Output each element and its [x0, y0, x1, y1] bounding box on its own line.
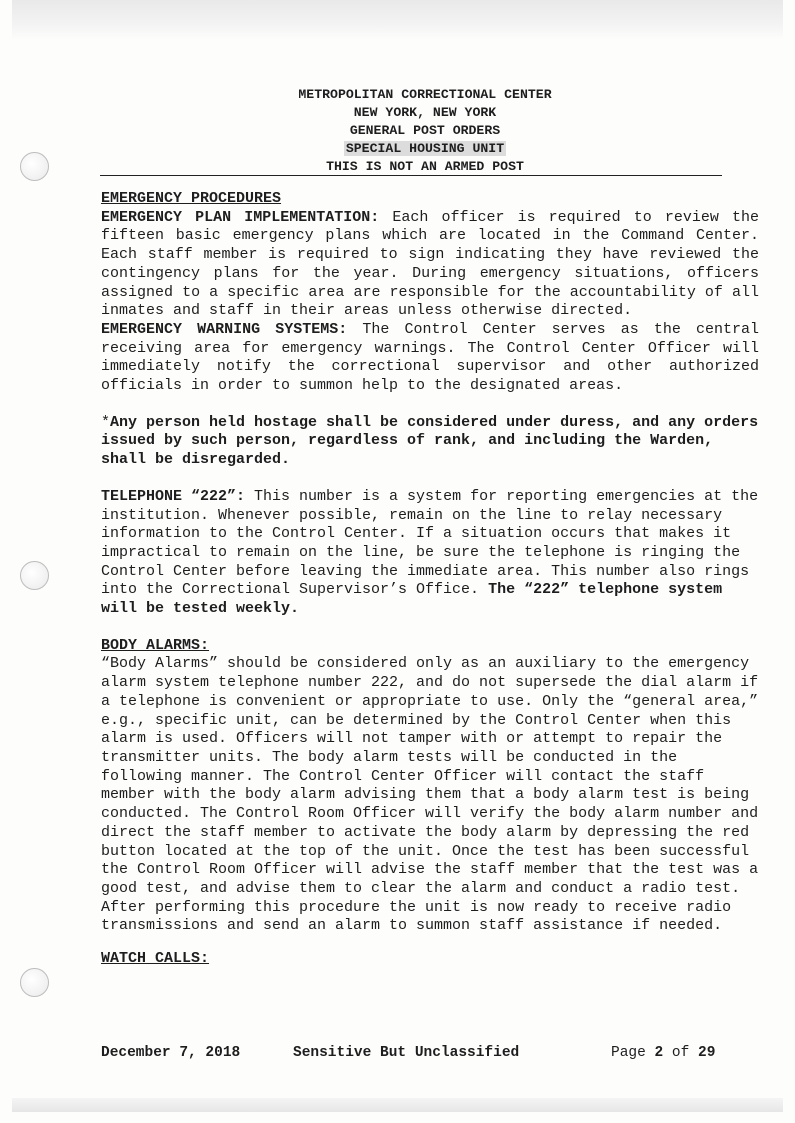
- emergency-plan-paragraph: [101, 209, 759, 321]
- emergency-plan-text: Each officer is required to review the fifteen basic emergency plans which are located in the Command Center. Each staff member is required to sign indicating they have reviewed the contingency plans for the year. During emergency situations, officers assigned to a specific area are responsible for the accountability of all inmates and staff in their areas unless otherwise directed.: [101, 208, 759, 320]
- telephone-label: TELEPHONE “222”:: [101, 487, 246, 505]
- page-current: 2: [654, 1045, 664, 1061]
- footer-page-number: Page 2 of 29: [611, 1045, 716, 1061]
- scan-shadow-top: [12, 0, 783, 40]
- emergency-warning-label: EMERGENCY WARNING SYSTEMS:: [101, 320, 348, 338]
- header-institution: METROPOLITAN CORRECTIONAL CENTER: [298, 87, 552, 102]
- body-alarms-heading: BODY ALARMS:: [101, 636, 210, 654]
- emergency-warning-text: The Control Center serves as the central receiving area for emergency warnings. The Control Center Officer will immediately notify the correctional supervisor and other authorized officials in order to summon help to the designated areas.: [101, 320, 760, 395]
- document-body: [101, 190, 759, 969]
- emergency-procedures-heading: EMERGENCY PROCEDURES: [101, 190, 282, 207]
- emergency-warning-paragraph: [101, 321, 759, 396]
- header-location: NEW YORK, NEW YORK: [353, 105, 497, 120]
- hostage-text: Any person held hostage shall be considered under duress, and any orders issued by such person, regardless of rank, and including the Warden, shall be disregarded.: [101, 413, 759, 469]
- punch-hole-icon: [20, 561, 49, 590]
- punch-hole-icon: [20, 968, 49, 997]
- watch-calls-heading: WATCH CALLS:: [101, 950, 210, 968]
- telephone-test-note: The “222” telephone system will be tested weekly.: [101, 581, 723, 618]
- footer-classification: Sensitive But Unclassified: [293, 1045, 520, 1061]
- emergency-plan-label: EMERGENCY PLAN IMPLEMENTATION:: [101, 208, 380, 226]
- scan-shadow-bottom: [12, 1098, 783, 1112]
- header-unit: SPECIAL HOUSING UNIT: [345, 141, 505, 156]
- punch-hole-icon: [20, 152, 49, 181]
- hostage-asterisk: *: [101, 413, 111, 431]
- header-document-type: GENERAL POST ORDERS: [349, 123, 501, 138]
- header-post-status: THIS IS NOT AN ARMED POST: [326, 159, 524, 174]
- document-header: [150, 86, 700, 176]
- header-divider: [100, 175, 722, 176]
- telephone-text: This number is a system for reporting emergencies at the institution. Whenever possible, remain on the line to relay necessary information to the Control Center. If a situation occurs that makes it impractical to remain on the line, be sure the telephone is ringing the Control Center before leaving the immediate area. This number also rings into the Correctional Supervisor’s Office.: [101, 487, 759, 599]
- hostage-paragraph: [101, 414, 759, 470]
- body-alarms-paragraph: “Body Alarms” should be considered only as an auxiliary to the emergency alarm system telephone number 222, and do not supersede the dial alarm if a telephone is convenient or appropriate to use. Only the “general area,” e.g., specific unit, can be determined by the Control Center when this alarm is used. Officers will not tamper with or attempt to repair the transmitter units. The body alarm tests will be conducted in the following manner. The Control Center Officer will contact the staff member with the body alarm advising them that a body alarm test is being conducted. The Control Room Officer will verify the body alarm number and direct the staff member to activate the body alarm by depressing the red button located at the top of the unit. Once the test has been successful the Control Room Officer will advise the staff member that the test was a good test, and advise them to clear the alarm and conduct a radio test. After performing this procedure the unit is now ready to receive radio transmissions and send an alarm to summon staff assistance if needed.: [101, 655, 759, 935]
- telephone-paragraph: [101, 488, 759, 619]
- footer-date: December 7, 2018: [101, 1045, 241, 1061]
- page-total: 29: [698, 1045, 716, 1061]
